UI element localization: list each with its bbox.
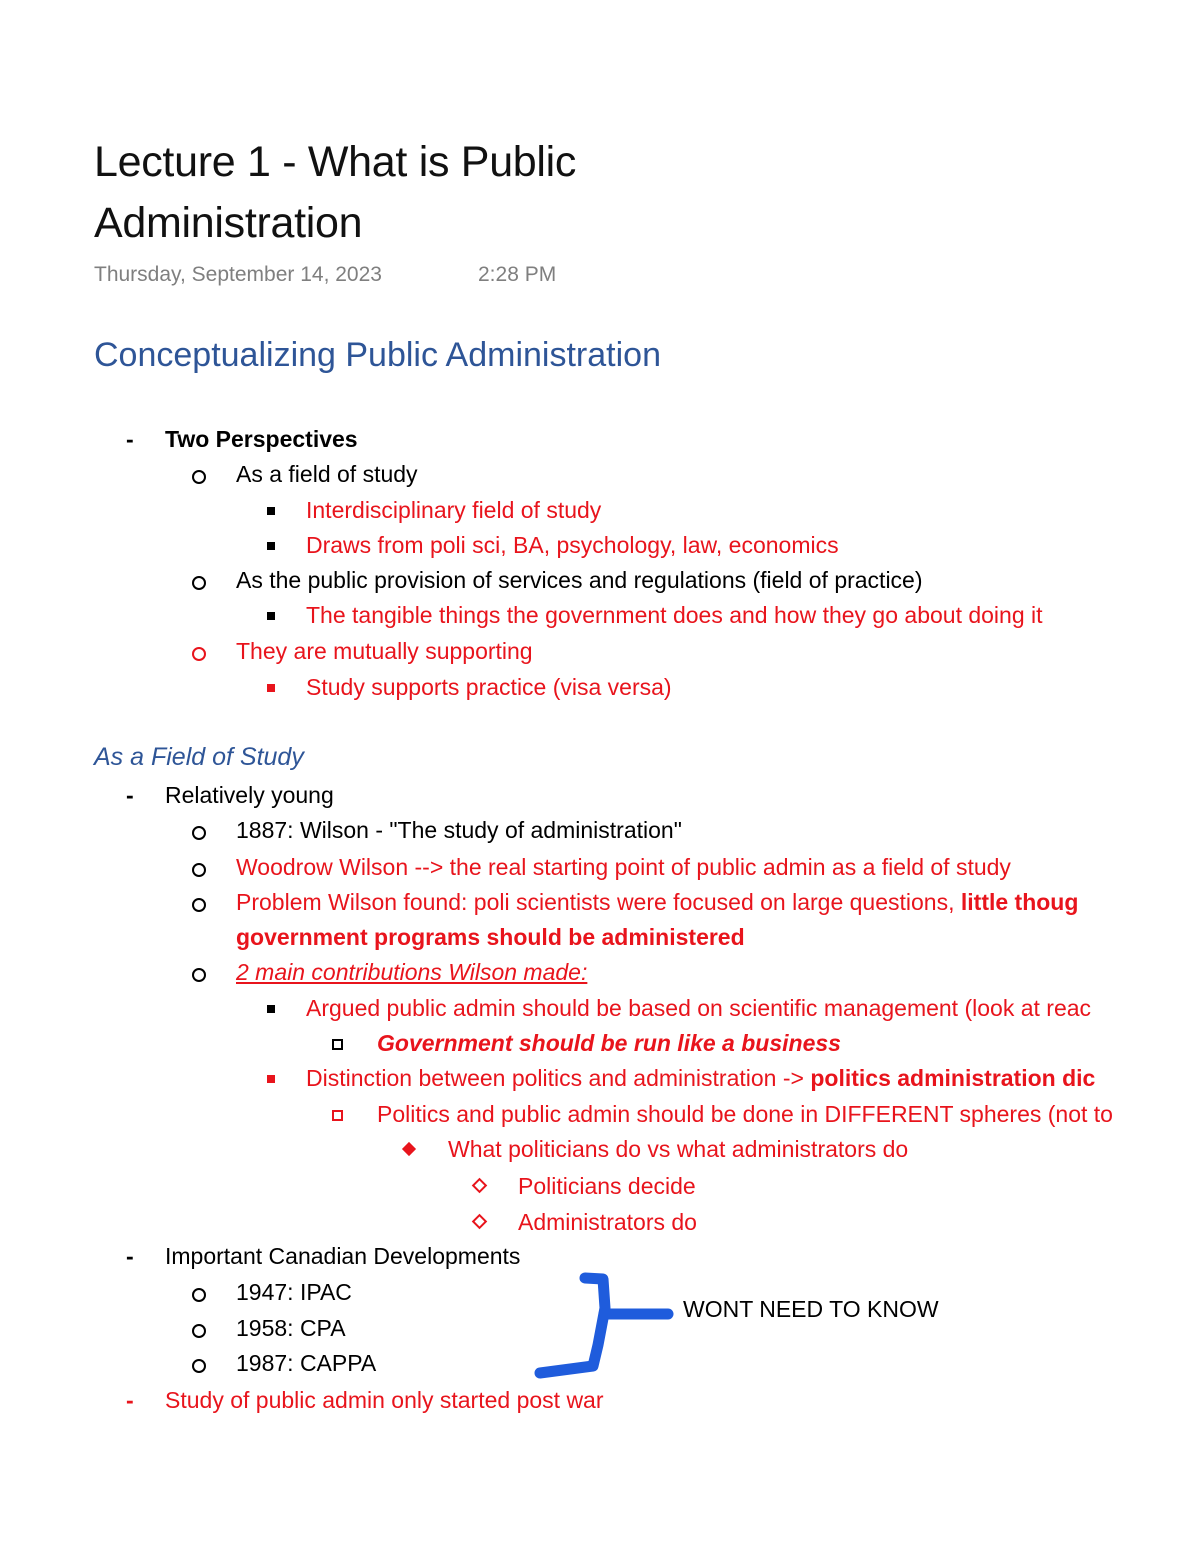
- page-title: Lecture 1 - What is Public Administration: [94, 138, 577, 247]
- list-item-text: 1887: Wilson - "The study of administration": [236, 817, 682, 843]
- list-item-text: Important Canadian Developments: [165, 1243, 521, 1269]
- list-item-text: The tangible things the government does and how they go about doing it: [306, 602, 1043, 628]
- annotation-text: WONT NEED TO KNOW: [683, 1296, 939, 1322]
- list-item-text: As the public provision of services and regulations (field of practice): [236, 567, 923, 593]
- list-item-text: As a field of study: [236, 461, 418, 487]
- list-item-text: Administrators do: [518, 1209, 697, 1235]
- dash-bullet-icon: -: [126, 426, 134, 452]
- brace-stroke: [540, 1278, 605, 1373]
- list-item-text: Two Perspectives: [165, 426, 358, 452]
- list-item-continuation: government programs should be administered: [236, 924, 745, 950]
- dash-bullet-icon: -: [126, 782, 134, 808]
- page-date: Thursday, September 14, 2023: [94, 263, 382, 286]
- list-item-text: 1987: CAPPA: [236, 1350, 377, 1376]
- list-item-text: Draws from poli sci, BA, psychology, law, economics: [306, 532, 839, 558]
- problem-emphasis: little thoug: [960, 889, 1079, 915]
- distinction-text: Distinction between politics and administration ->: [306, 1065, 811, 1091]
- list-item-text: They are mutually supporting: [236, 638, 533, 664]
- list-item-text: Study of public admin only started post war: [165, 1387, 604, 1413]
- list-item-text: Argued public admin should be based on scientific management (look at reac: [306, 995, 1092, 1021]
- page-time: 2:28 PM: [478, 263, 557, 286]
- list-item-text: 1947: IPAC: [236, 1279, 352, 1305]
- list-item-text: Interdisciplinary field of study: [306, 497, 602, 523]
- list-item-text: 1958: CPA: [236, 1315, 346, 1341]
- list-item-text: Relatively young: [165, 782, 334, 808]
- list-item-text: Woodrow Wilson --> the real starting point of public admin as a field of study: [236, 854, 1011, 880]
- list-item-text: Study supports practice (visa versa): [306, 674, 672, 700]
- list-item-text: Politicians decide: [518, 1173, 696, 1199]
- dash-bullet-icon: -: [126, 1387, 134, 1413]
- list-item-text: Politics and public admin should be done in DIFFERENT spheres (not to: [377, 1101, 1113, 1127]
- dash-bullet-icon: -: [126, 1243, 134, 1269]
- section-heading-field-of-study: As a Field of Study: [94, 743, 304, 771]
- problem-text: Problem Wilson found: poli scientists were focused on large questions,: [236, 889, 961, 915]
- list-item-text: What politicians do vs what administrators do: [448, 1136, 909, 1162]
- section-heading-conceptualizing: Conceptualizing Public Administration: [94, 336, 661, 374]
- list-item-text: 2 main contributions Wilson made:: [236, 959, 588, 985]
- list-item-text: Government should be run like a business: [377, 1030, 841, 1056]
- distinction-emphasis: politics administration dic: [810, 1065, 1096, 1091]
